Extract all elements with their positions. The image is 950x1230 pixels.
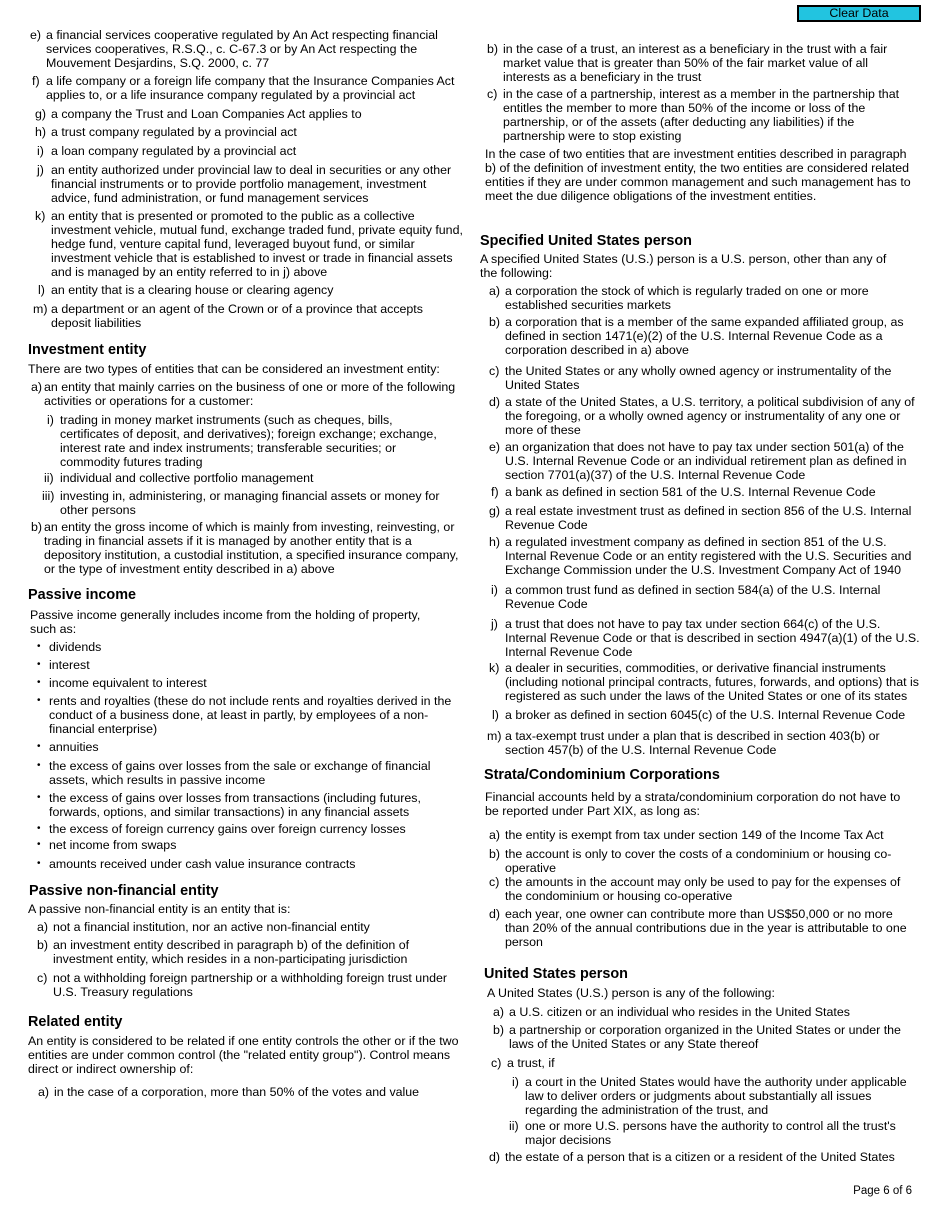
specified-us-a: a) a corporation the stock of which is regularly traded on one or more established securities markets [489, 284, 869, 312]
list-item-m: m) a department or an agent of the Crown or of a province that accepts deposit liabilities [33, 302, 423, 330]
specified-us-j: j) a trust that does not have to pay tax under section 664(c) of the U.S. Internal Revenue Code or that is described in section 4947(a)(1) of the U.S. Internal Revenue Code [491, 617, 920, 659]
us-person-sub-i: i) a court in the United States would have the authority under applicable law to deliver orders or judgments about substantially all issues regarding the administration of the trust, and [512, 1075, 907, 1117]
bullet-item: • the excess of foreign currency gains over foreign currency losses [49, 822, 459, 836]
related-entity-a: a) in the case of a corporation, more than 50% of the votes and value [38, 1085, 420, 1099]
list-item-i: i) a loan company regulated by a provincial act [37, 144, 297, 158]
list-item-j: j) an entity authorized under provincial law to deal in securities or any other financial instruments or to provide portfolio management, investment advice, fund administration, or fund management services [37, 163, 452, 205]
bullet-item: • dividends [49, 640, 459, 654]
specified-us-g: g) a real estate investment trust as defined in section 856 of the U.S. Internal Revenue Code [489, 504, 912, 532]
bullet-item: • income equivalent to interest [49, 676, 459, 690]
list-item-l: l) an entity that is a clearing house or clearing agency [38, 283, 334, 297]
investment-entity-intro: There are two types of entities that can be considered an investment entity: [28, 362, 440, 376]
strata-intro: Financial accounts held by a strata/condominium corporation do not have to be reported under Part XIX, as long as: [485, 790, 901, 818]
us-person-c: c) a trust, if [491, 1056, 555, 1070]
bullet-item: • annuities [49, 740, 459, 754]
specified-us-k: k) a dealer in securities, commodities, or derivative financial instruments (including notional principal contracts, futures, forwards, and options) that is registered as such under the laws of the United States or one of its states [489, 661, 919, 703]
strata-heading: Strata/Condominium Corporations [484, 767, 720, 783]
strata-d: d) each year, one owner can contribute more than US$50,000 or no more than 20% of the annual contributions due in the year is attributable to one person [489, 907, 907, 949]
specified-us-h: h) a regulated investment company as defined in section 851 of the U.S. Internal Revenue Code or an entity registered with the U.S. Securities and Exchange Commission under the U.S. Investment Company Act of 1940 [489, 535, 912, 577]
related-entity-c: c) in the case of a partnership, interest as a member in the partnership that entitles the member to more than 50% of the income or loss of the partnership, or of the assets (after deducting any liabilities) if the partnership were to stop existing [487, 87, 900, 143]
bullet-item: • rents and royalties (these do not include rents and royalties derived in the conduct of a business done, at least in partly, by employees of a non-financial enterprise) [49, 694, 459, 736]
specified-us-person-heading: Specified United States person [480, 233, 692, 249]
investment-entity-a: a) an entity that mainly carries on the business of one or more of the following activities or operations for a customer: [31, 380, 456, 408]
passive-income-intro: Passive income generally includes income from the holding of property, such as: [30, 608, 421, 636]
list-item-e: e) a financial services cooperative regulated by An Act respecting financial services cooperatives, R.S.Q., c. C-67.3 or by An Act respecting the Mouvement Desjardins, S.Q. 2000, c. 77 [30, 28, 438, 70]
us-person-a: a) a U.S. citizen or an individual who resides in the United States [493, 1005, 850, 1019]
bullet-item: • net income from swaps [49, 838, 459, 852]
specified-us-person-intro: A specified United States (U.S.) person is a U.S. person, other than any of the following: [480, 252, 887, 280]
passive-nfe-c: c) not a withholding foreign partnership or a withholding foreign trust under U.S. Treasury regulations [37, 971, 447, 999]
specified-us-m: m) a tax-exempt trust under a plan that is described in section 403(b) or section 457(b) of the U.S. Internal Revenue Code [487, 729, 880, 757]
passive-nfe-a: a) not a financial institution, nor an active non-financial entity [37, 920, 370, 934]
passive-nfe-heading: Passive non-financial entity [29, 883, 219, 899]
strata-b: b) the account is only to cover the costs of a condominium or housing co-operative [489, 847, 892, 875]
page-number: Page 6 of 6 [853, 1185, 912, 1197]
specified-us-l: l) a broker as defined in section 6045(c) of the U.S. Internal Revenue Code [492, 708, 906, 722]
bullet-item: • amounts received under cash value insurance contracts [49, 857, 459, 871]
passive-nfe-intro: A passive non-financial entity is an entity that is: [28, 902, 291, 916]
investment-entity-heading: Investment entity [28, 342, 147, 358]
bullet-item: • interest [49, 658, 459, 672]
us-person-sub-ii: ii) one or more U.S. persons have the authority to control all the trust's major decisions [509, 1119, 896, 1147]
us-person-heading: United States person [484, 966, 628, 982]
passive-income-heading: Passive income [28, 587, 136, 603]
specified-us-e: e) an organization that does not have to pay tax under section 501(a) of the U.S. Internal Revenue Code or an individual retirement plan as defined in section 7701(a)(37) of the U.S. Internal Revenue Code [489, 440, 907, 482]
us-person-intro: A United States (U.S.) person is any of the following: [487, 986, 775, 1000]
investment-entity-b: b) an entity the gross income of which is mainly from investing, reinvesting, or trading in financial assets if it is managed by another entity that is a depository institution, a custodial institution, a specified insurance company, or the type of investment entity described in a) above [31, 520, 459, 576]
specified-us-f: f) a bank as defined in section 581 of the U.S. Internal Revenue Code [491, 485, 876, 499]
clear-data-button[interactable]: Clear Data [797, 5, 921, 22]
related-entity-intro: An entity is considered to be related if one entity controls the other or if the two entities are under common control (the "related entity group"). Control means direct or indirect ownership of: [28, 1034, 459, 1076]
strata-c: c) the amounts in the account may only be used to pay for the expenses of the condominium or housing co-operative [489, 875, 901, 903]
investment-entity-sub-ii: ii) individual and collective portfolio management [44, 471, 314, 485]
related-entity-note: In the case of two entities that are investment entities described in paragraph b) of the definition of investment entity, the two entities are considered related entities if they are under common management and such management has to meet the due diligence obligations of the investment entities. [485, 147, 911, 203]
specified-us-b: b) a corporation that is a member of the same expanded affiliated group, as defined in section 1471(e)(2) of the U.S. Internal Revenue Code as a corporation described in a) above [489, 315, 904, 357]
strata-a: a) the entity is exempt from tax under section 149 of the Income Tax Act [489, 828, 884, 842]
related-entity-b: b) in the case of a trust, an interest as a beneficiary in the trust with a fair market value that is greater than 50% of the fair market value of all interests as a beneficiary in the trust [487, 42, 888, 84]
list-item-g: g) a company the Trust and Loan Companies Act applies to [35, 107, 362, 121]
passive-nfe-b: b) an investment entity described in paragraph b) of the definition of investment entity, which resides in a non-participating jurisdiction [37, 938, 410, 966]
list-item-k: k) an entity that is presented or promoted to the public as a collective investment vehicle, mutual fund, exchange traded fund, private equity fund, hedge fund, venture capital fund, leveraged buyout fund, or similar investment vehicle that is established to invest or trade in financial assets and is managed by an entity referred to in j) above [35, 209, 463, 279]
specified-us-d: d) a state of the United States, a U.S. territory, a political subdivision of any of the foregoing, or a wholly owned agency or instrumentality of any one or more of these [489, 395, 915, 437]
investment-entity-sub-iii: iii) investing in, administering, or managing financial assets or money for other persons [42, 489, 440, 517]
bullet-item: • the excess of gains over losses from transactions (including futures, forwards, options, and similar transactions) in any financial assets [49, 791, 439, 819]
us-person-b: b) a partnership or corporation organized in the United States or under the laws of the United States or any State thereof [493, 1023, 901, 1051]
specified-us-c: c) the United States or any wholly owned agency or instrumentality of the United States [489, 364, 892, 392]
related-entity-heading: Related entity [28, 1014, 123, 1030]
list-item-f: f) a life company or a foreign life company that the Insurance Companies Act applies to, or a life insurance company regulated by a provincial act [32, 74, 455, 102]
us-person-d: d) the estate of a person that is a citizen or a resident of the United States [489, 1150, 895, 1164]
specified-us-i: i) a common trust fund as defined in section 584(a) of the U.S. Internal Revenue Code [491, 583, 881, 611]
list-item-h: h) a trust company regulated by a provincial act [35, 125, 297, 139]
investment-entity-sub-i: i) trading in money market instruments (such as cheques, bills, certificates of deposit, and derivatives); foreign exchange; exchange, interest rate and index instruments; transferable securities; or commodity futures trading [47, 413, 437, 469]
bullet-item: • the excess of gains over losses from the sale or exchange of financial assets, which results in passive income [49, 759, 449, 787]
